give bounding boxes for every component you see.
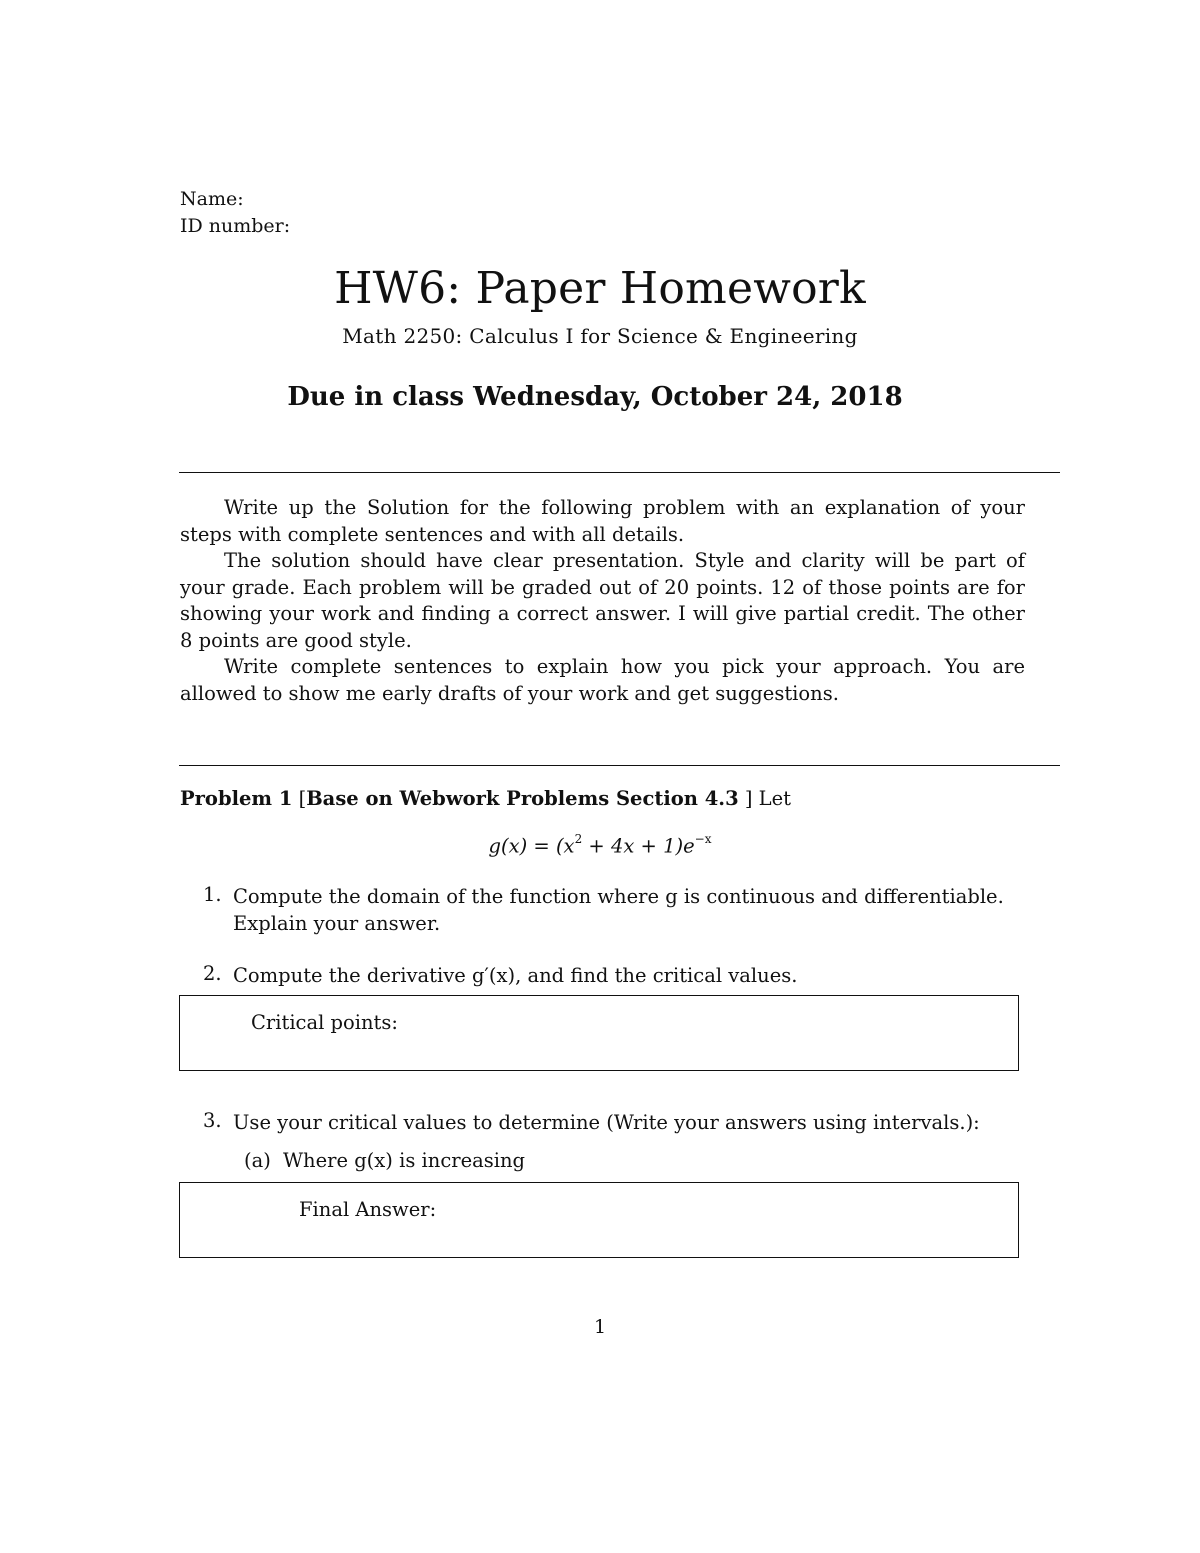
- page-number: 1: [593, 1316, 607, 1338]
- equation-exponent-2: −x: [694, 832, 712, 846]
- item-text: Compute the domain of the function where g is continuous and differentiable. Explain your answer.: [233, 885, 1004, 935]
- function-equation: [0, 834, 1200, 858]
- id-number-label: ID number:: [180, 215, 291, 237]
- answer-box-label: Critical points:: [251, 1011, 398, 1034]
- horizontal-rule: [179, 765, 1060, 766]
- sub-item-number: (a): [244, 1149, 271, 1172]
- course-subtitle: Math 2250: Calculus I for Science & Engineering: [342, 324, 858, 348]
- item-text: Compute the derivative g′(x), and find the critical values.: [233, 964, 798, 987]
- item-number: 2.: [203, 962, 222, 985]
- sub-item-text: Where g(x) is increasing: [283, 1149, 526, 1172]
- instructions-block: [180, 495, 1025, 707]
- name-label: Name:: [180, 188, 244, 210]
- due-date: Due in class Wednesday, October 24, 2018: [287, 382, 903, 412]
- instruction-paragraph: Write complete sentences to explain how you pick your approach. You are allowed to show me early drafts of your work and get suggestions.: [180, 655, 1025, 705]
- item-text: Use your critical values to determine (Write your answers using intervals.):: [233, 1111, 980, 1134]
- problem-source: Base on Webwork Problems Section 4.3: [306, 787, 739, 810]
- equation-exponent: 2: [574, 832, 583, 846]
- problem-heading: [180, 787, 791, 810]
- instruction-paragraph: The solution should have clear presentation. Style and clarity will be part of your grade. Each problem will be graded out of 20 points. 12 of those points are for showing your work and finding a correct answer. I will give partial credit. The other 8 points are good style.: [180, 549, 1025, 652]
- horizontal-rule: [179, 472, 1060, 473]
- equation-mid: + 4x + 1)e: [582, 834, 695, 858]
- equation-lhs: g(x) = (x: [488, 834, 575, 858]
- problem-number: Problem 1: [180, 787, 293, 810]
- instruction-paragraph: Write up the Solution for the following problem with an explanation of your steps with complete sentences and with all details.: [180, 496, 1025, 546]
- item-number: 1.: [203, 883, 222, 906]
- document-title: HW6: Paper Homework: [334, 263, 866, 314]
- bracket-open: [: [292, 787, 307, 810]
- critical-points-answer-box[interactable]: [179, 995, 1019, 1071]
- item-number: 3.: [203, 1109, 222, 1132]
- final-answer-box[interactable]: [179, 1182, 1019, 1258]
- answer-box-label: Final Answer:: [299, 1198, 437, 1221]
- bracket-close: ] Let: [738, 787, 791, 810]
